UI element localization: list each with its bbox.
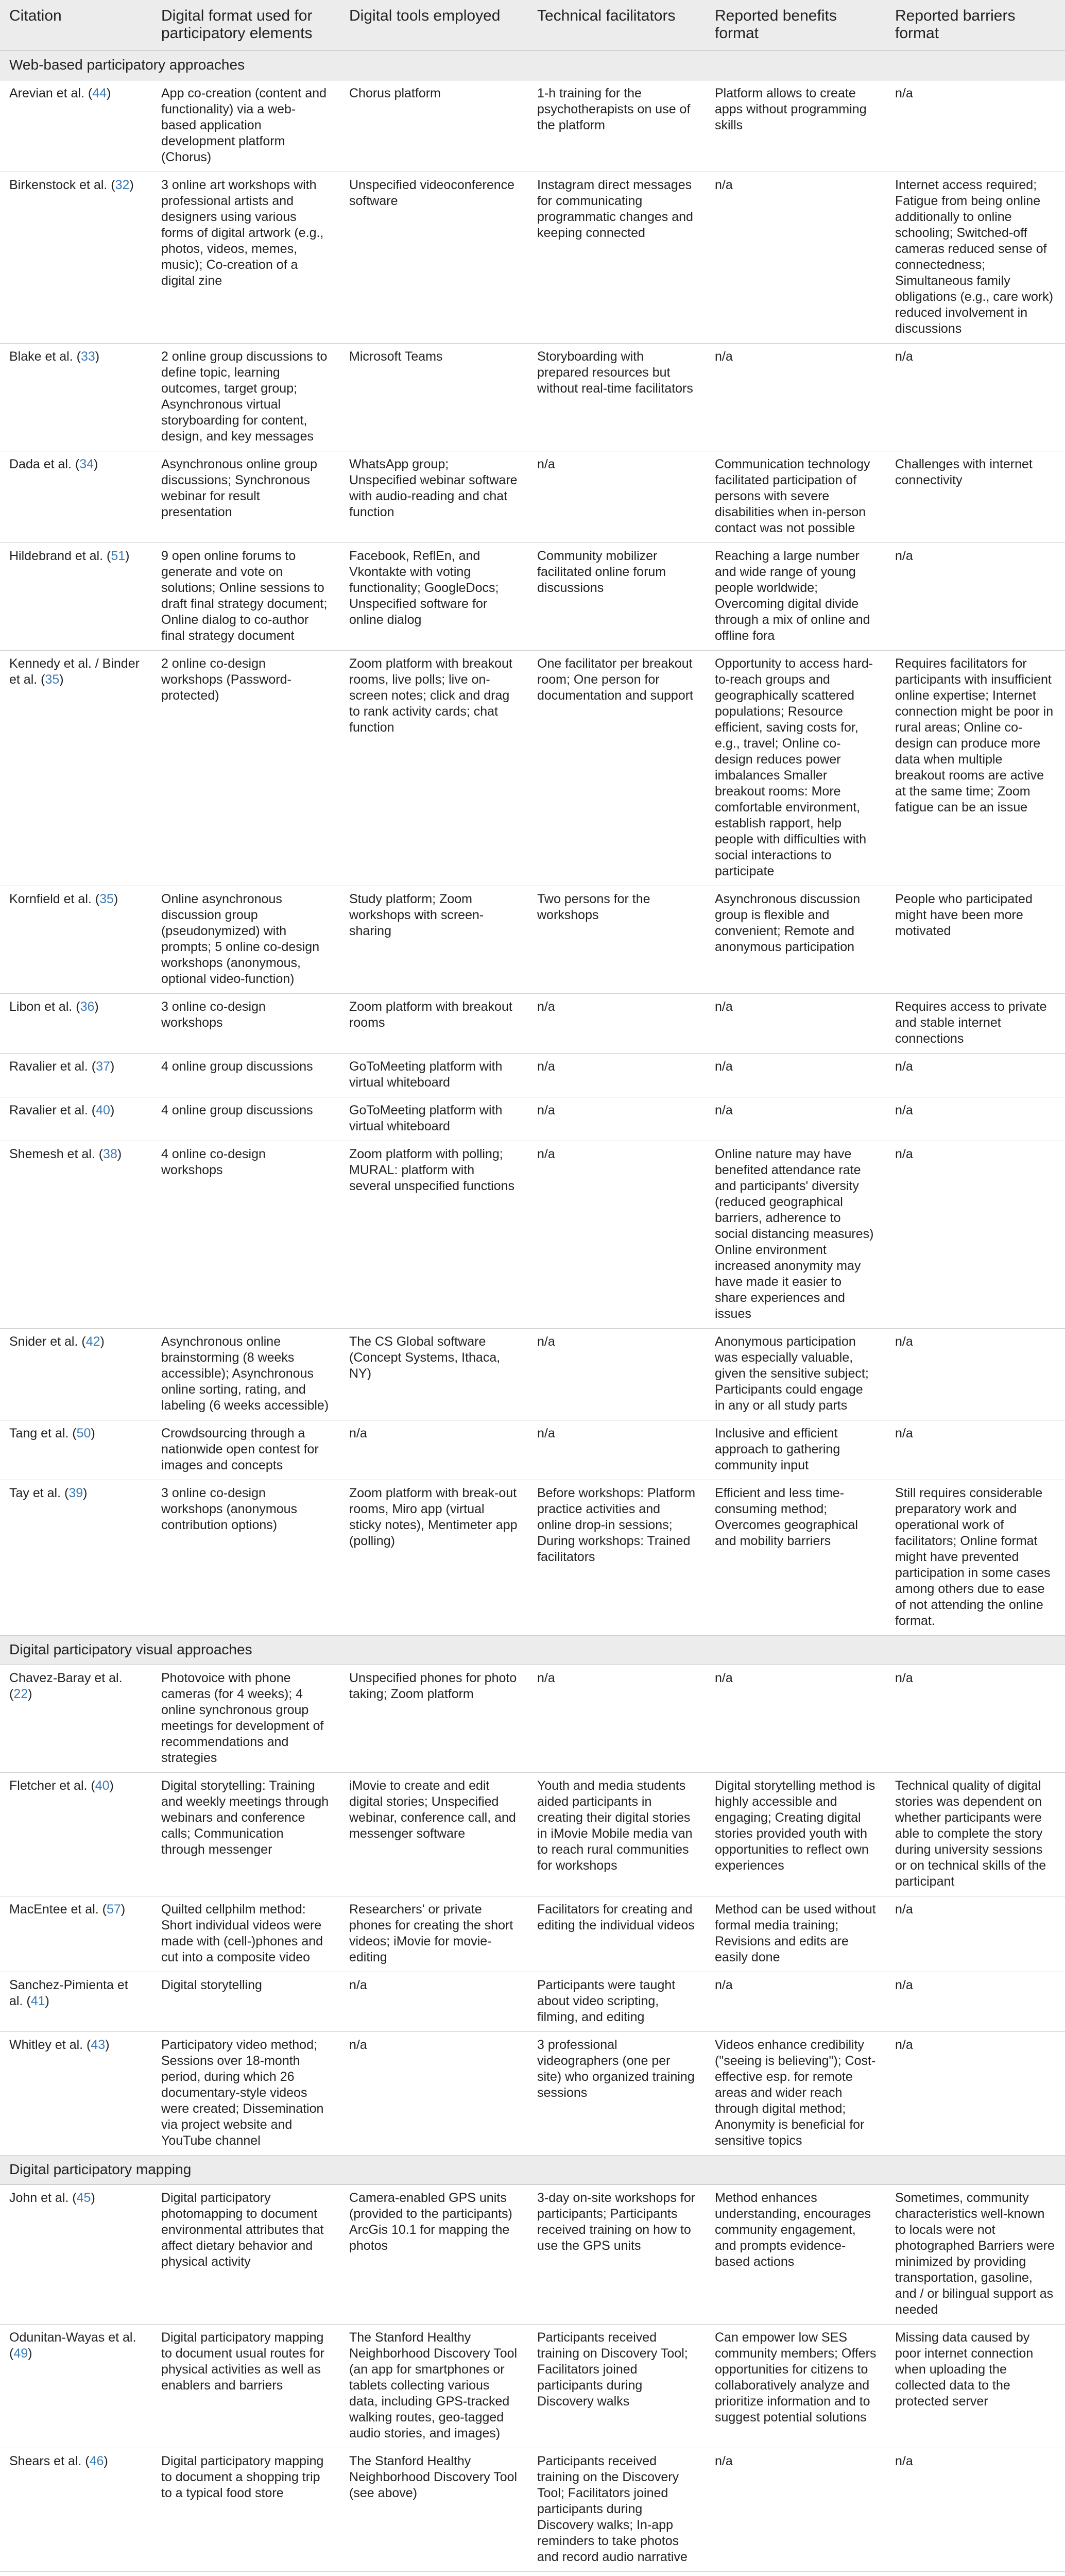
cell-benefits: n/a [706, 1665, 886, 1773]
table-row [0, 1972, 1065, 2032]
cell-format: Online asynchronous discussion group (pseudonymized) with prompts; 5 online co-design workshops (anonymous, optional video-function) [152, 886, 340, 994]
cell-format: Asynchronous online brainstorming (8 weeks accessible); Asynchronous online sorting, rating, and labeling (6 weeks accessible) [152, 1329, 340, 1420]
cell-benefits: n/a [706, 1097, 886, 1141]
cell-format: 4 online co-design workshops [152, 1141, 340, 1329]
citation-ref-link[interactable]: 50 [76, 1426, 91, 1440]
table-row [0, 451, 1065, 543]
cell-tools: n/a [340, 1420, 528, 1480]
cell-citation: Libon et al. (36) [0, 994, 152, 1054]
citation-ref-link[interactable]: 41 [30, 1994, 45, 2008]
cell-benefits: Method enhances understanding, encourages community engagement, and prompts evidence-based actions [706, 2185, 886, 2325]
citation-author: Whitley et al. [9, 2038, 83, 2052]
cell-barriers: Internet access required; Fatigue from being online additionally to online schooling; Switched-off cameras reduced sense of connectedness; Simultaneous family obligations (e.g., care work) reduced involvement in discussions [886, 172, 1065, 344]
cell-facilitators: n/a [528, 1054, 706, 1097]
table-row [0, 1665, 1065, 1773]
table-row [0, 1054, 1065, 1097]
header-facilitators: Technical facilitators [528, 0, 706, 51]
table-row [0, 1097, 1065, 1141]
cell-citation: Tang et al. (50) [0, 1420, 152, 1480]
cell-format: Quilted cellphilm method: Short individual videos were made with (cell-)phones and cut into a composite video [152, 1896, 340, 1972]
citation-ref-link[interactable]: 33 [80, 349, 95, 364]
citation-ref-link[interactable]: 44 [92, 86, 107, 100]
cell-benefits: Online nature may have benefited attendance rate and participants' diversity (reduced geographical barriers, adherence to social distancing measures) Online environment increased anonymity may have made it easier to share experiences and issues [706, 1141, 886, 1329]
citation-ref-link[interactable]: 22 [13, 1687, 28, 1701]
cell-barriers: n/a [886, 1972, 1065, 2032]
citation-ref-link[interactable]: 51 [111, 549, 126, 563]
cell-facilitators: Instagram direct messages for communicating programmatic changes and keeping connected [528, 172, 706, 344]
table-row [0, 344, 1065, 451]
citation-author: Fletcher et al. [9, 1778, 88, 1793]
cell-barriers: n/a [886, 1097, 1065, 1141]
section-title: Digital participatory visual approaches [0, 1636, 1065, 1665]
cell-facilitators: n/a [528, 1097, 706, 1141]
citation-ref-link[interactable]: 46 [89, 2454, 104, 2468]
cell-benefits: Reaching a large number and wide range of young people worldwide; Overcoming digital divide through a mix of online and offline fora [706, 543, 886, 651]
cell-format: Participatory video method; Sessions over 18-month period, during which 26 documentary-style videos were created; Dissemination via project website and YouTube channel [152, 2032, 340, 2156]
cell-format: Digital participatory mapping to document usual routes for physical activities as well as enablers and barriers [152, 2325, 340, 2448]
citation-author: Blake et al. [9, 349, 73, 364]
cell-facilitators: n/a [528, 1141, 706, 1329]
cell-citation: Shemesh et al. (38) [0, 1141, 152, 1329]
header-row [0, 0, 1065, 51]
cell-barriers: n/a [886, 1141, 1065, 1329]
cell-citation: MacEntee et al. (57) [0, 1896, 152, 1972]
cell-tools: Zoom platform with breakout rooms, live polls; live on-screen notes; click and drag to rank activity cards; chat function [340, 651, 528, 886]
cell-benefits: Platform allows to create apps without programming skills [706, 80, 886, 172]
cell-citation: Blake et al. (33) [0, 344, 152, 451]
cell-tools: Unspecified videoconference software [340, 172, 528, 344]
cell-tools: Zoom platform with breakout rooms [340, 994, 528, 1054]
citation-author: Kennedy et al. / Binder et al. [9, 656, 140, 687]
cell-tools: Zoom platform with break-out rooms, Miro app (virtual sticky notes), Mentimeter app (polling) [340, 1480, 528, 1636]
table-row [0, 1420, 1065, 1480]
table-row [0, 2325, 1065, 2448]
cell-format: 2 online group discussions to define topic, learning outcomes, target group; Asynchronous virtual storyboarding for content, design, and key messages [152, 344, 340, 451]
cell-format: Asynchronous online group discussions; Synchronous webinar for result presentation [152, 451, 340, 543]
table-row [0, 2185, 1065, 2325]
citation-ref-link[interactable]: 36 [80, 999, 95, 1014]
citation-author: Tang et al. [9, 1426, 69, 1440]
cell-benefits: n/a [706, 344, 886, 451]
cell-facilitators: n/a [528, 1665, 706, 1773]
cell-barriers: n/a [886, 1420, 1065, 1480]
table-row [0, 1329, 1065, 1420]
citation-author: Libon et al. [9, 999, 73, 1014]
cell-barriers: n/a [886, 2448, 1065, 2572]
cell-facilitators: Participants were taught about video scripting, filming, and editing [528, 1972, 706, 2032]
citation-author: Ravalier et al. [9, 1103, 88, 1117]
header-citation: Citation [0, 0, 152, 51]
cell-tools: Study platform; Zoom workshops with screen-sharing [340, 886, 528, 994]
cell-barriers: Still requires considerable preparatory work and operational work of facilitators; Online format might have prevented participation in some cases among others due to ease of not attending the online format. [886, 1480, 1065, 1636]
cell-benefits: Videos enhance credibility ("seeing is believing"); Cost-effective esp. for remote areas and wider reach through digital method; Anonymity is beneficial for sensitive topics [706, 2032, 886, 2156]
cell-citation: Chavez-Baray et al. (22) [0, 1665, 152, 1773]
cell-benefits: Inclusive and efficient approach to gathering community input [706, 1420, 886, 1480]
table-row [0, 886, 1065, 994]
cell-tools: iMovie to create and edit digital stories; Unspecified webinar, conference call, and messenger software [340, 1773, 528, 1896]
cell-facilitators: n/a [528, 1329, 706, 1420]
cell-facilitators: Participants received training on the Discovery Tool; Facilitators joined participants during Discovery walks; In-app reminders to take photos and record audio narrative [528, 2448, 706, 2572]
section-row [0, 2156, 1065, 2185]
cell-tools: WhatsApp group; Unspecified webinar software with audio-reading and chat function [340, 451, 528, 543]
cell-citation: Dada et al. (34) [0, 451, 152, 543]
table-row [0, 1141, 1065, 1329]
citation-author: Shemesh et al. [9, 1147, 95, 1161]
citation-ref-link[interactable]: 39 [68, 1486, 83, 1500]
cell-barriers: n/a [886, 1329, 1065, 1420]
cell-citation: Ravalier et al. (37) [0, 1054, 152, 1097]
citation-ref-link[interactable]: 34 [79, 457, 94, 471]
header-benefits: Reported benefits format [706, 0, 886, 51]
cell-citation: Whitley et al. (43) [0, 2032, 152, 2156]
citation-author: Sanchez-Pimienta et al. [9, 1978, 128, 2008]
citation-author: John et al. [9, 2191, 69, 2205]
cell-format: 3 online co-design workshops [152, 994, 340, 1054]
cell-barriers: n/a [886, 1665, 1065, 1773]
cell-facilitators: Participants received training on Discovery Tool; Facilitators joined participants during Discovery walks [528, 2325, 706, 2448]
citation-author: Chavez-Baray et al. [9, 1671, 123, 1685]
cell-barriers: n/a [886, 80, 1065, 172]
section-title: Web-based participatory approaches [0, 51, 1065, 80]
citation-ref-link[interactable]: 45 [76, 2191, 91, 2205]
citation-ref-link[interactable]: 43 [91, 2038, 106, 2052]
cell-facilitators: 3 professional videographers (one per site) who organized training sessions [528, 2032, 706, 2156]
table-body [0, 51, 1065, 2572]
cell-format: 3 online co-design workshops (anonymous contribution options) [152, 1480, 340, 1636]
citation-ref-link[interactable]: 37 [96, 1059, 110, 1074]
cell-citation: Shears et al. (46) [0, 2448, 152, 2572]
table-row [0, 994, 1065, 1054]
cell-benefits: Can empower low SES community members; Offers opportunities for citizens to collaboratively analyze and prioritize information and to suggest potential solutions [706, 2325, 886, 2448]
cell-citation: Birkenstock et al. (32) [0, 172, 152, 344]
table-row [0, 1480, 1065, 1636]
cell-tools: The CS Global software (Concept Systems, Ithaca, NY) [340, 1329, 528, 1420]
table-row [0, 1896, 1065, 1972]
section-row [0, 1636, 1065, 1665]
cell-tools: GoToMeeting platform with virtual whiteboard [340, 1097, 528, 1141]
cell-benefits: Opportunity to access hard-to-reach groups and geographically scattered populations; Resource efficient, saving costs for, e.g., travel; Online co-design reduces power imbalances Smaller breakout rooms: More comfortable environment, establish rapport, help people with difficulties with social interactions to participate [706, 651, 886, 886]
cell-format: App co-creation (content and functionality) via a web-based application development platform (Chorus) [152, 80, 340, 172]
cell-barriers: Technical quality of digital stories was dependent on whether participants were able to complete the story during university sessions or on technical skills of the participant [886, 1773, 1065, 1896]
citation-ref-link[interactable]: 42 [85, 1334, 100, 1349]
cell-tools: Researchers' or private phones for creating the short videos; iMovie for movie-editing [340, 1896, 528, 1972]
citation-author: MacEntee et al. [9, 1902, 99, 1917]
cell-tools: Unspecified phones for photo taking; Zoom platform [340, 1665, 528, 1773]
table-row [0, 543, 1065, 651]
cell-format: Photovoice with phone cameras (for 4 weeks); 4 online synchronous group meetings for development of recommendations and strategies [152, 1665, 340, 1773]
cell-benefits: Efficient and less time-consuming method; Overcomes geographical and mobility barriers [706, 1480, 886, 1636]
cell-barriers: Requires facilitators for participants with insufficient online expertise; Internet connection might be poor in rural areas; Online co-design can produce more data when multiple breakout rooms are active at the same time; Zoom fatigue can be an issue [886, 651, 1065, 886]
cell-format: 3 online art workshops with professional artists and designers using various forms of digital artwork (e.g., photos, videos, memes, music); Co-creation of a digital zine [152, 172, 340, 344]
cell-format: Digital participatory mapping to document a shopping trip to a typical food store [152, 2448, 340, 2572]
cell-facilitators: Community mobilizer facilitated online forum discussions [528, 543, 706, 651]
cell-benefits: Digital storytelling method is highly accessible and engaging; Creating digital stories provided youth with opportunities to reflect own experiences [706, 1773, 886, 1896]
table-row [0, 80, 1065, 172]
citation-ref-link[interactable]: 57 [107, 1902, 121, 1917]
citation-ref-link[interactable]: 40 [95, 1778, 110, 1793]
table-row [0, 2448, 1065, 2572]
table-row [0, 651, 1065, 886]
section-row [0, 51, 1065, 80]
cell-tools: Chorus platform [340, 80, 528, 172]
cell-format: Digital storytelling: Training and weekly meetings through webinars and conference calls; Communication through messenger [152, 1773, 340, 1896]
cell-facilitators: Youth and media students aided participants in creating their digital stories in iMovie Mobile media van to reach rural communities for workshops [528, 1773, 706, 1896]
cell-tools: Camera-enabled GPS units (provided to the participants) ArcGis 10.1 for mapping the photos [340, 2185, 528, 2325]
header-format: Digital format used for participatory elements [152, 0, 340, 51]
cell-barriers: n/a [886, 1896, 1065, 1972]
cell-facilitators: Two persons for the workshops [528, 886, 706, 994]
cell-barriers: n/a [886, 344, 1065, 451]
cell-citation: Fletcher et al. (40) [0, 1773, 152, 1896]
cell-citation: Ravalier et al. (40) [0, 1097, 152, 1141]
header-tools: Digital tools employed [340, 0, 528, 51]
citation-author: Kornfield et al. [9, 892, 92, 906]
cell-tools: GoToMeeting platform with virtual whiteboard [340, 1054, 528, 1097]
cell-facilitators: One facilitator per breakout room; One person for documentation and support [528, 651, 706, 886]
cell-citation: Sanchez-Pimienta et al. (41) [0, 1972, 152, 2032]
citation-author: Snider et al. [9, 1334, 78, 1349]
cell-format: 9 open online forums to generate and vote on solutions; Online sessions to draft final strategy document; Online dialog to co-author final strategy document [152, 543, 340, 651]
cell-benefits: Anonymous participation was especially valuable, given the sensitive subject; Participants could engage in any or all study parts [706, 1329, 886, 1420]
cell-benefits: Method can be used without formal media training; Revisions and edits are easily done [706, 1896, 886, 1972]
cell-citation: Snider et al. (42) [0, 1329, 152, 1420]
cell-benefits: n/a [706, 994, 886, 1054]
cell-format: Crowdsourcing through a nationwide open contest for images and concepts [152, 1420, 340, 1480]
cell-benefits: n/a [706, 1972, 886, 2032]
cell-benefits: n/a [706, 1054, 886, 1097]
cell-tools: n/a [340, 1972, 528, 2032]
citation-author: Hildebrand et al. [9, 549, 104, 563]
citation-author: Dada et al. [9, 457, 72, 471]
cell-barriers: People who participated might have been more motivated [886, 886, 1065, 994]
cell-facilitators: n/a [528, 451, 706, 543]
cell-barriers: Challenges with internet connectivity [886, 451, 1065, 543]
cell-citation: Tay et al. (39) [0, 1480, 152, 1636]
header-barriers: Reported barriers format [886, 0, 1065, 51]
cell-format: Digital participatory photomapping to document environmental attributes that affect dietary behavior and physical activity [152, 2185, 340, 2325]
cell-facilitators: n/a [528, 994, 706, 1054]
citation-author: Arevian et al. [9, 86, 84, 100]
table-row [0, 172, 1065, 344]
cell-barriers: n/a [886, 2032, 1065, 2156]
cell-citation: John et al. (45) [0, 2185, 152, 2325]
cell-format: Digital storytelling [152, 1972, 340, 2032]
citation-author: Tay et al. [9, 1486, 61, 1500]
cell-benefits: n/a [706, 2448, 886, 2572]
table-row [0, 2032, 1065, 2156]
citation-ref-link[interactable]: 40 [96, 1103, 110, 1117]
table-row [0, 1773, 1065, 1896]
cell-barriers: Missing data caused by poor internet connection when uploading the collected data to the protected server [886, 2325, 1065, 2448]
section-title: Digital participatory mapping [0, 2156, 1065, 2185]
citation-author: Shears et al. [9, 2454, 82, 2468]
cell-citation: Kennedy et al. / Binder et al. (35) [0, 651, 152, 886]
cell-tools: n/a [340, 2032, 528, 2156]
cell-citation: Hildebrand et al. (51) [0, 543, 152, 651]
cell-facilitators: n/a [528, 1420, 706, 1480]
cell-barriers: Requires access to private and stable internet connections [886, 994, 1065, 1054]
cell-citation: Odunitan-Wayas et al. (49) [0, 2325, 152, 2448]
citation-ref-link[interactable]: 49 [13, 2346, 28, 2361]
cell-benefits: n/a [706, 172, 886, 344]
cell-facilitators: 3-day on-site workshops for participants; Participants received training on how to use the GPS units [528, 2185, 706, 2325]
citation-author: Ravalier et al. [9, 1059, 88, 1074]
cell-citation: Kornfield et al. (35) [0, 886, 152, 994]
cell-format: 4 online group discussions [152, 1054, 340, 1097]
cell-facilitators: Facilitators for creating and editing the individual videos [528, 1896, 706, 1972]
citation-ref-link[interactable]: 35 [99, 892, 114, 906]
cell-barriers: n/a [886, 543, 1065, 651]
cell-benefits: Asynchronous discussion group is flexible and convenient; Remote and anonymous participation [706, 886, 886, 994]
cell-facilitators: 1-h training for the psychotherapists on use of the platform [528, 80, 706, 172]
cell-format: 2 online co-design workshops (Password-protected) [152, 651, 340, 886]
cell-tools: The Stanford Healthy Neighborhood Discovery Tool (an app for smartphones or tablets collecting various data, including GPS-tracked walking routes, geo-tagged audio stories, and images) [340, 2325, 528, 2448]
cell-tools: Zoom platform with polling; MURAL: platform with several unspecified functions [340, 1141, 528, 1329]
citation-ref-link[interactable]: 32 [115, 178, 130, 192]
cell-barriers: Sometimes, community characteristics well-known to locals were not photographed Barriers were minimized by providing transportation, gasoline, and / or bilingual support as needed [886, 2185, 1065, 2325]
cell-benefits: Communication technology facilitated participation of persons with severe disabilities when in-person contact was not possible [706, 451, 886, 543]
citation-ref-link[interactable]: 35 [45, 672, 60, 687]
cell-citation: Arevian et al. (44) [0, 80, 152, 172]
cell-tools: Microsoft Teams [340, 344, 528, 451]
cell-facilitators: Storyboarding with prepared resources but without real-time facilitators [528, 344, 706, 451]
citation-ref-link[interactable]: 38 [103, 1147, 117, 1161]
citation-author: Odunitan-Wayas et al. [9, 2330, 136, 2345]
cell-facilitators: Before workshops: Platform practice activities and online drop-in sessions; During workshops: Trained facilitators [528, 1480, 706, 1636]
citation-author: Birkenstock et al. [9, 178, 108, 192]
cell-format: 4 online group discussions [152, 1097, 340, 1141]
cell-tools: Facebook, ReflEn, and Vkontakte with voting functionality; GoogleDocs; Unspecified software for online dialog [340, 543, 528, 651]
cell-tools: The Stanford Healthy Neighborhood Discovery Tool (see above) [340, 2448, 528, 2572]
cell-barriers: n/a [886, 1054, 1065, 1097]
